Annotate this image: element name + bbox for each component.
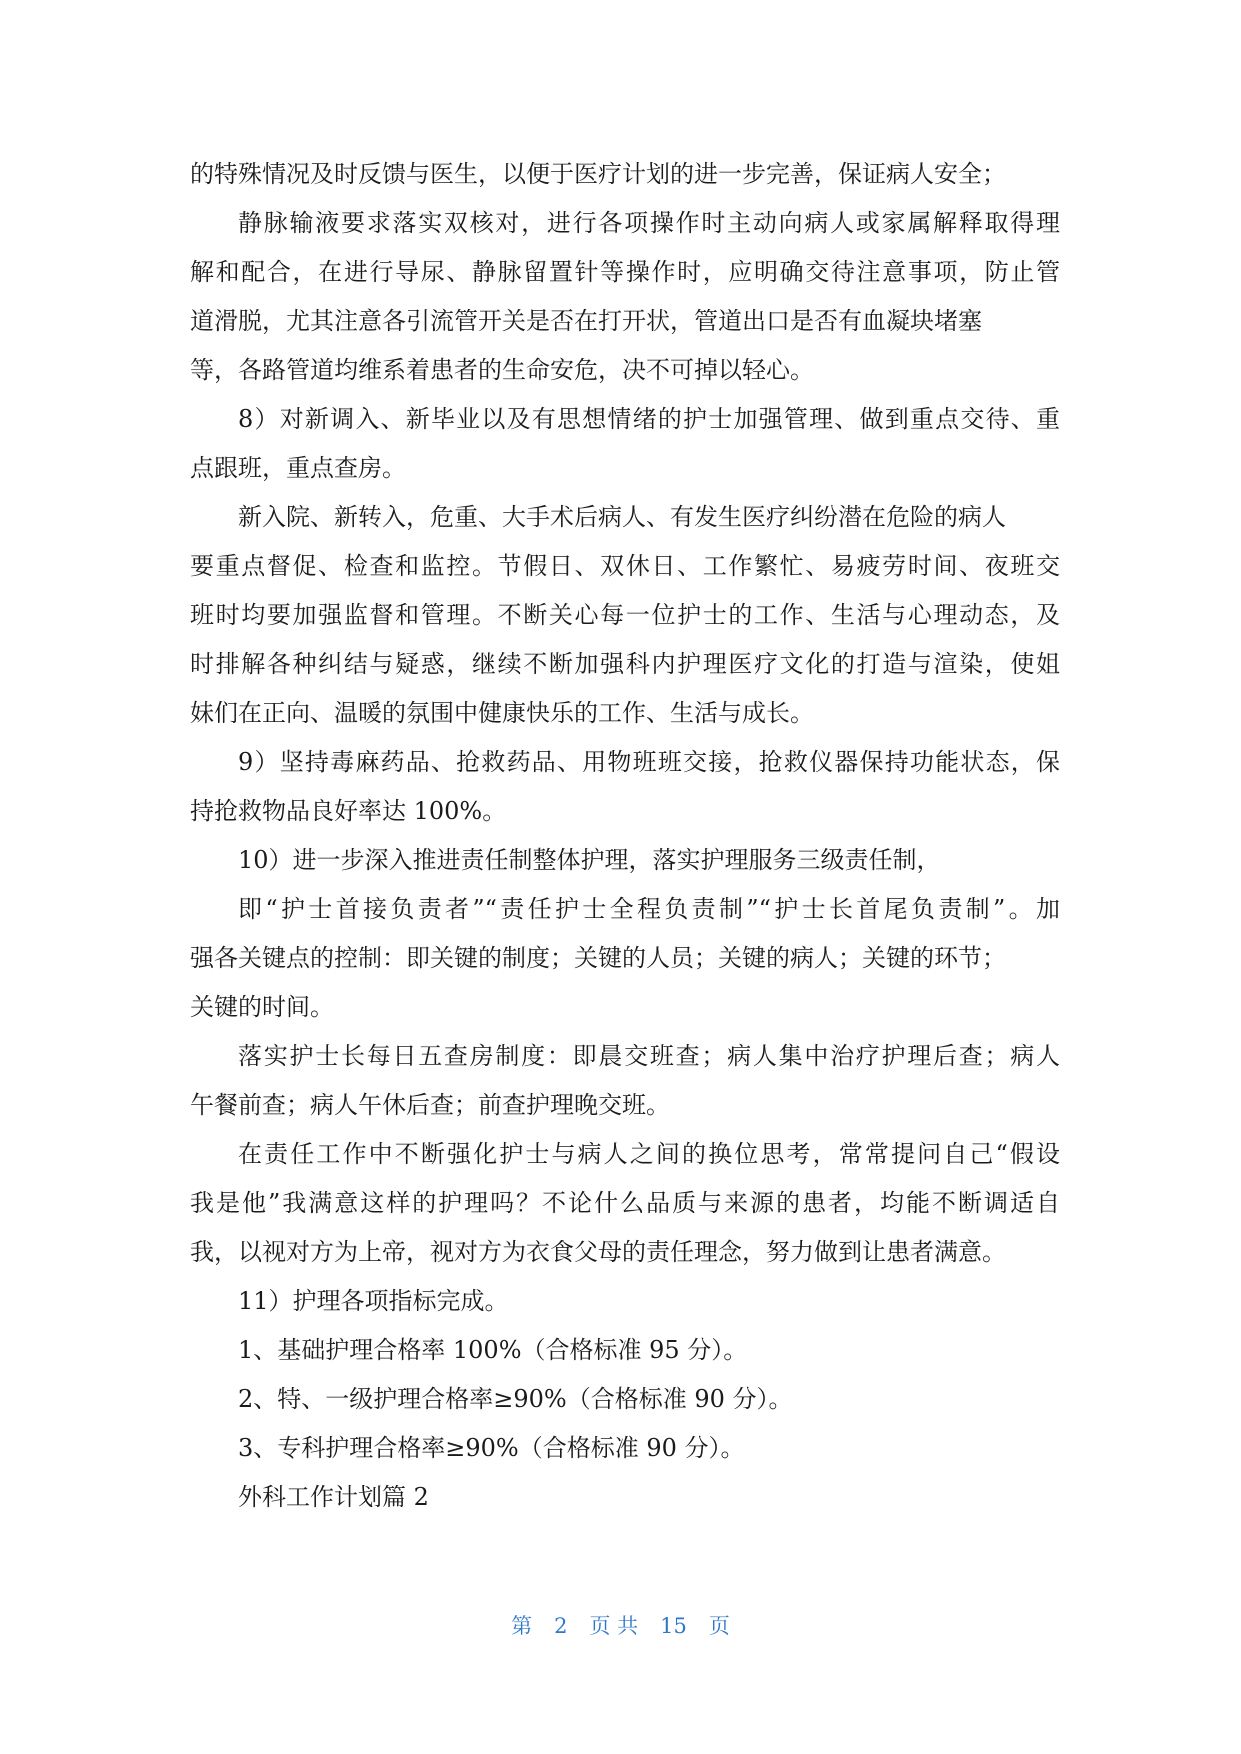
page-footer	[0, 1611, 1241, 1641]
text-line: 道滑脱，尤其注意各引流管开关是否在打开状，管道出口是否有血凝块堵塞	[190, 307, 982, 335]
text-line: 11）护理各项指标完成。	[238, 1287, 509, 1315]
text-line: 10）进一步深入推进责任制整体护理，落实护理服务三级责任制，	[238, 846, 941, 874]
text-line: 我，以视对方为上帝，视对方为衣食父母的责任理念，努力做到让患者满意。	[190, 1238, 1006, 1266]
footer-prefix: 第	[511, 1614, 533, 1638]
text-line: 落实护士长每日五查房制度：即晨交班查；病人集中治疗护理后查；病人	[238, 1042, 1060, 1070]
text-line: 2、特、一级护理合格率≥90%（合格标准 90 分）。	[238, 1385, 793, 1413]
text-line: 时排解各种纠结与疑惑，继续不断加强科内护理医疗文化的打造与渲染，使姐	[190, 650, 1060, 678]
text-line: 的特殊情况及时反馈与医生，以便于医疗计划的进一步完善，保证病人安全；	[190, 160, 1006, 188]
text-line: 3、专科护理合格率≥90%（合格标准 90 分）。	[238, 1434, 745, 1462]
text-line: 午餐前查；病人午休后查；前查护理晚交班。	[190, 1091, 670, 1119]
text-line: 在责任工作中不断强化护士与病人之间的换位思考，常常提问自己“假设	[238, 1140, 1060, 1168]
text-line: 关键的时间。	[190, 993, 334, 1021]
text-line: 外科工作计划篇 2	[238, 1483, 429, 1511]
text-line: 1、基础护理合格率 100%（合格标准 95 分）。	[238, 1336, 748, 1364]
text-line: 点跟班，重点查房。	[190, 454, 406, 482]
text-line: 班时均要加强监督和管理。不断关心每一位护士的工作、生活与心理动态，及	[190, 601, 1060, 629]
footer-middle: 页 共	[589, 1614, 639, 1638]
text-line: 解和配合，在进行导尿、静脉留置针等操作时，应明确交待注意事项，防止管	[190, 258, 1060, 286]
text-line: 持抢救物品良好率达 100%。	[190, 797, 507, 825]
text-line: 妹们在正向、温暖的氛围中健康快乐的工作、生活与成长。	[190, 699, 814, 727]
current-page-number: 2	[554, 1614, 568, 1638]
text-line: 新入院、新转入，危重、大手术后病人、有发生医疗纠纷潜在危险的病人	[238, 503, 1006, 531]
text-line: 强各关键点的控制：即关键的制度；关键的人员；关键的病人；关键的环节；	[190, 944, 1006, 972]
footer-suffix: 页	[708, 1614, 730, 1638]
text-line: 静脉输液要求落实双核对，进行各项操作时主动向病人或家属解释取得理	[238, 209, 1060, 237]
document-body	[190, 150, 1060, 1522]
text-line: 即“护士首接负责者”“责任护士全程负责制”“护士长首尾负责制”。加	[238, 895, 1060, 923]
text-line: 我是他”我满意这样的护理吗？不论什么品质与来源的患者，均能不断调适自	[190, 1189, 1060, 1217]
text-line: 等，各路管道均维系着患者的生命安危，决不可掉以轻心。	[190, 356, 814, 384]
text-line: 8）对新调入、新毕业以及有思想情绪的护士加强管理、做到重点交待、重	[238, 405, 1060, 433]
total-pages-number: 15	[660, 1614, 687, 1638]
text-line: 要重点督促、检查和监控。节假日、双休日、工作繁忙、易疲劳时间、夜班交	[190, 552, 1060, 580]
text-line: 9）坚持毒麻药品、抢救药品、用物班班交接，抢救仪器保持功能状态，保	[238, 748, 1060, 776]
